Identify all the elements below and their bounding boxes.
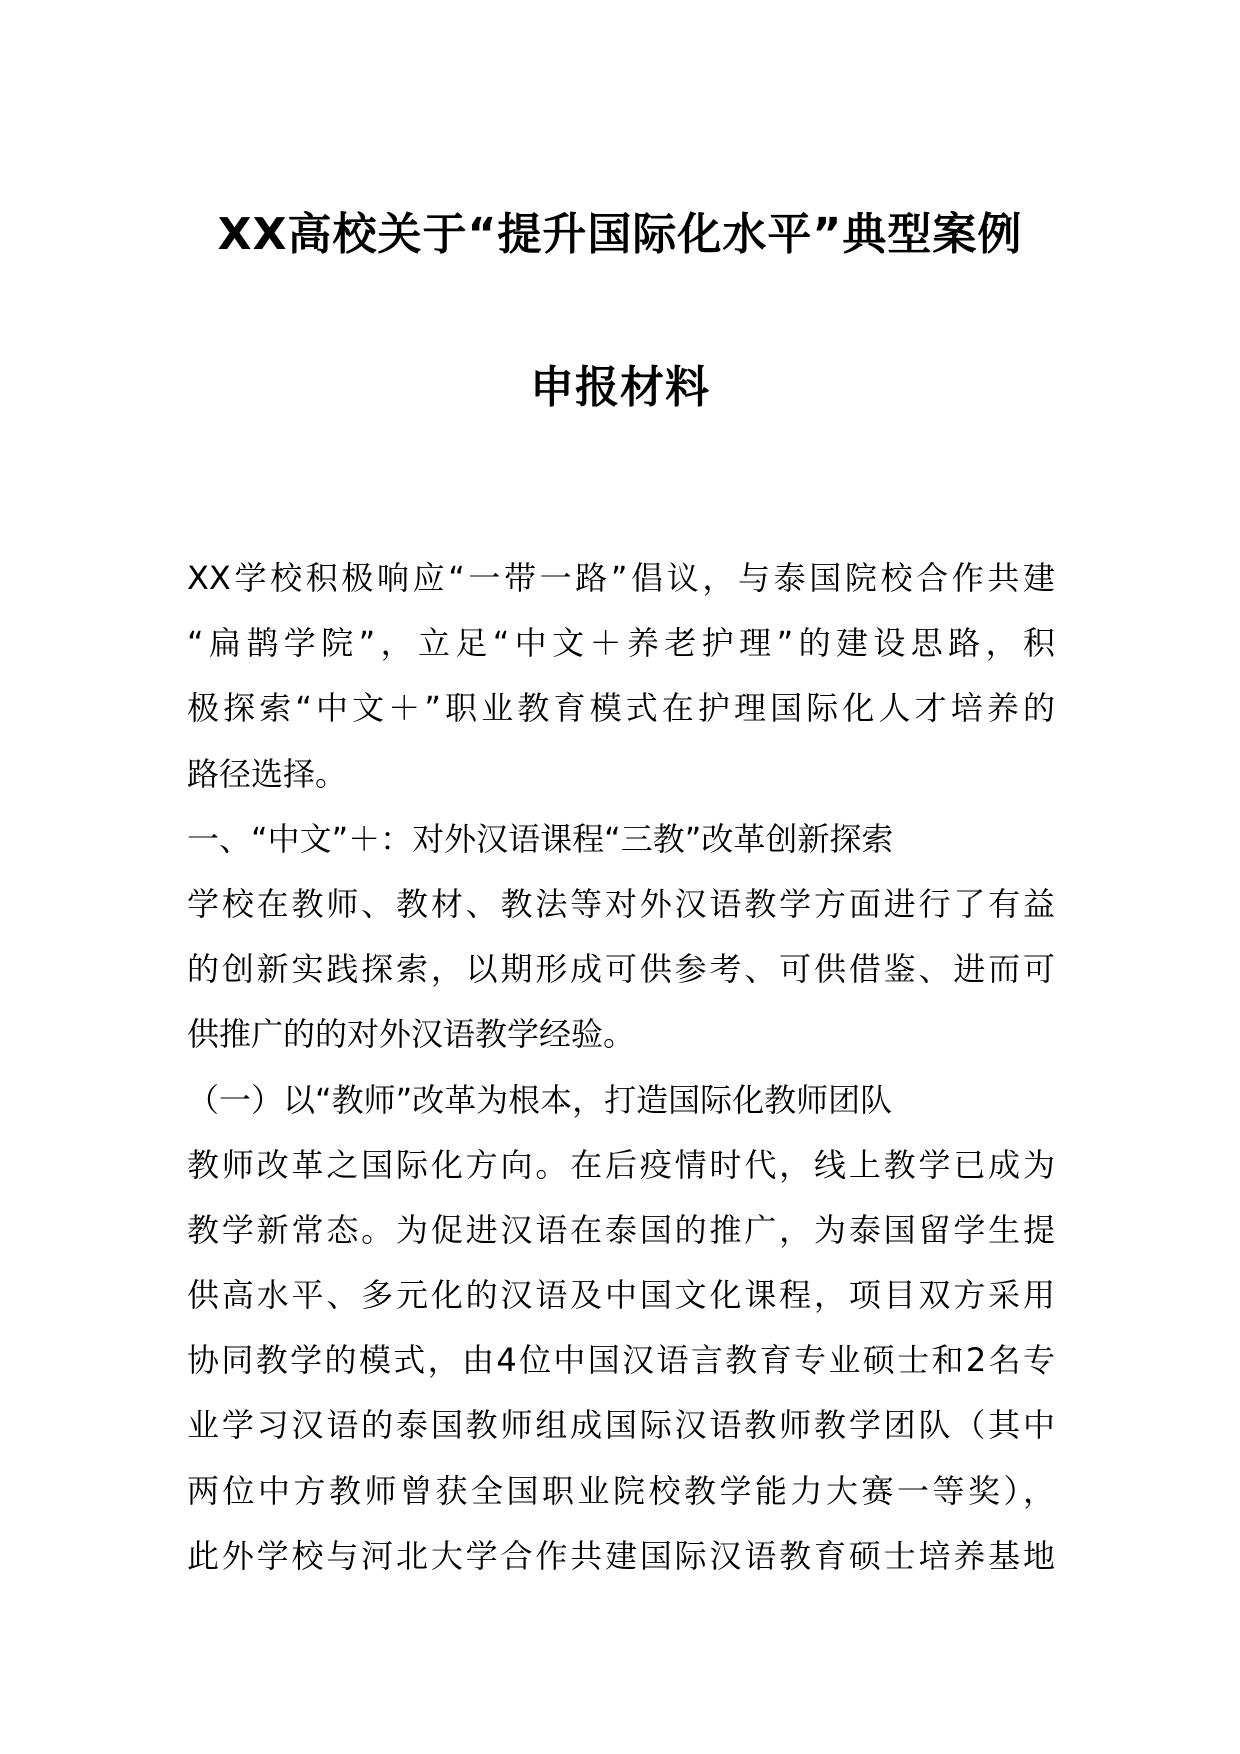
document-title-line-2: 申报材料 (530, 362, 710, 413)
document-title-line-1: XX高校关于“提升国际化水平”典型案例 (217, 209, 1023, 260)
body-line: “扁鹊学院”，立足“中文＋养老护理”的建设思路，积 (187, 624, 1055, 663)
body-line: 路径选择。 (187, 754, 348, 793)
body-line: 的创新实践探索，以期形成可供参考、可供借鉴、进而可 (187, 950, 1055, 989)
body-line: 一、“中文”＋：对外汉语课程“三教”改革创新探索 (187, 819, 894, 858)
body-line: 教学新常态。为促进汉语在泰国的推广，为泰国留学生提 (187, 1210, 1055, 1249)
body-line: 此外学校与河北大学合作共建国际汉语教育硕士培养基地 (187, 1536, 1055, 1575)
body-line: 协同教学的模式，由4位中国汉语言教育专业硕士和2名专 (187, 1341, 1055, 1380)
document-body (187, 546, 1055, 1589)
body-line: 两位中方教师曾获全国职业院校教学能力大赛一等奖）， (187, 1471, 1055, 1510)
body-line: 极探索“中文＋”职业教育模式在护理国际化人才培养的 (187, 689, 1055, 728)
body-line: 供推广的的对外汉语教学经验。 (187, 1015, 636, 1054)
body-line: 教师改革之国际化方向。在后疫情时代，线上教学已成为 (187, 1145, 1055, 1184)
body-line: XX学校积极响应“一带一路”倡议，与泰国院校合作共建 (187, 559, 1055, 597)
body-line: 学校在教师、教材、教法等对外汉语教学方面进行了有益 (187, 884, 1055, 923)
body-line: （一）以“教师”改革为根本，打造国际化教师团队 (187, 1080, 893, 1119)
body-line: 供高水平、多元化的汉语及中国文化课程，项目双方采用 (187, 1276, 1055, 1315)
body-line: 业学习汉语的泰国教师组成国际汉语教师教学团队（其中 (187, 1406, 1055, 1445)
